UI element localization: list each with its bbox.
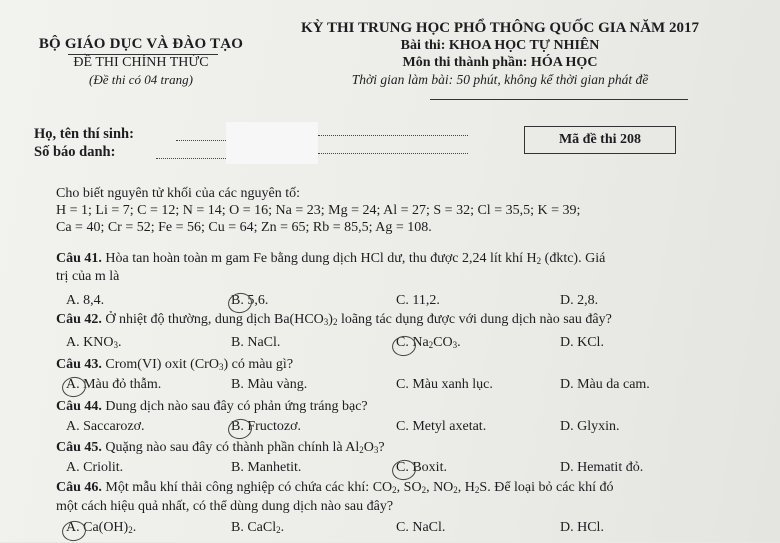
header-right bbox=[285, 20, 715, 89]
option-c: C. 11,2. bbox=[396, 293, 440, 308]
question-number: Câu 42. bbox=[56, 312, 102, 327]
option-b: B. Màu vàng. bbox=[231, 377, 308, 392]
subscript: 3 bbox=[218, 362, 224, 372]
option-a: A. Saccarozơ. bbox=[66, 419, 145, 434]
id-label: Số báo danh: bbox=[34, 144, 116, 160]
option-d: D. Hematit đỏ. bbox=[560, 460, 644, 475]
subscript: 2 bbox=[536, 256, 542, 266]
question-46: Câu 46. Một mẫu khí thải công nghiệp có chứa các khí: $CO_2$, $SO_2$, $NO_2$, $H_2S$. Để loại bỏ các khí đó bbox=[56, 480, 614, 495]
header-left-rule bbox=[68, 54, 218, 55]
question-text: ) có màu gì? bbox=[223, 357, 294, 372]
option-d: D. Màu da cam. bbox=[560, 377, 650, 392]
time-note: Thời gian làm bài: 50 phút, không kể thời gian phát đề bbox=[351, 72, 649, 87]
option-d: D. 2,8. bbox=[560, 293, 599, 308]
name-dots-left bbox=[176, 140, 228, 141]
question-text: (đktc). Giá bbox=[541, 251, 606, 266]
question-43 bbox=[56, 357, 293, 373]
name-label: Họ, tên thí sinh: bbox=[34, 126, 134, 142]
question-number: Câu 44. bbox=[56, 399, 102, 414]
header-left bbox=[36, 36, 246, 88]
atomic-intro: Cho biết nguyên tử khối của các nguyên tố: bbox=[56, 186, 300, 201]
option-c: C. $Na_2CO_3$. bbox=[396, 335, 461, 350]
question-text: Dung dịch nào sau đây có phản ứng tráng bạc? bbox=[105, 399, 368, 414]
option-a: A. $KNO_3$. bbox=[66, 335, 122, 350]
question-45 bbox=[56, 440, 385, 456]
question-number: Câu 41. bbox=[56, 251, 102, 266]
redacted-area bbox=[226, 122, 318, 164]
question-text: Quặng nào sau đây có thành phần chính là Al bbox=[105, 440, 360, 455]
option-b: B. CaCl$_2$. bbox=[231, 520, 285, 535]
option-b: B. Fructozơ. bbox=[231, 419, 302, 434]
exam-code-box: Mã đề thi 208 bbox=[524, 126, 676, 154]
atomic-line-1: H = 1; Li = 7; C = 12; N = 14; O = 16; Na = 23; Mg = 24; Al = 27; S = 32; Cl = 35,5; K = 39; bbox=[56, 203, 581, 218]
question-text: ? bbox=[378, 440, 385, 455]
option-b: B. NaCl. bbox=[231, 335, 281, 350]
question-text: loãng tác dụng được với dung dịch nào sau đây? bbox=[337, 312, 612, 327]
official-label: ĐỀ THI CHÍNH THỨC bbox=[73, 55, 209, 70]
option-c: C. Màu xanh lục. bbox=[396, 377, 493, 392]
question-41-cont: trị của m là bbox=[56, 269, 120, 284]
question-text: Một mẫu khí thải công nghiệp có chứa các khí: CO bbox=[105, 480, 393, 495]
id-dots-right bbox=[318, 153, 468, 154]
subscript: 2 bbox=[332, 317, 338, 327]
question-number: Câu 46. bbox=[56, 480, 102, 495]
option-d: D. HCl. bbox=[560, 520, 604, 535]
pages-note: (Đề thi có 04 trang) bbox=[89, 72, 193, 87]
id-dots-left bbox=[156, 158, 228, 159]
question-46-cont: một cách hiệu quả nhất, có thể dùng dung dịch nào sau đây? bbox=[56, 499, 394, 514]
question-41 bbox=[56, 251, 605, 267]
ministry-name: BỘ GIÁO DỤC VÀ ĐÀO TẠO bbox=[38, 36, 244, 52]
header-right-rule bbox=[430, 99, 688, 100]
question-number: Câu 43. bbox=[56, 357, 102, 372]
option-d: D. Glyxin. bbox=[560, 419, 620, 434]
subscript: 3 bbox=[373, 445, 379, 455]
question-text: Ở nhiệt độ thường, dung dịch Ba(HCO bbox=[105, 312, 324, 327]
subscript: 2 bbox=[359, 445, 364, 455]
question-number: Câu 45. bbox=[56, 440, 102, 455]
option-c: C. Metyl axetat. bbox=[396, 419, 487, 434]
exam-title: KỲ THI TRUNG HỌC PHỔ THÔNG QUỐC GIA NĂM 2017 bbox=[301, 20, 699, 36]
name-dots-right bbox=[318, 135, 468, 136]
atomic-line-2: Ca = 40; Cr = 52; Fe = 56; Cu = 64; Zn = 65; Rb = 85,5; Ag = 108. bbox=[56, 220, 432, 235]
exam-subject: Bài thi: KHOA HỌC TỰ NHIÊN bbox=[400, 38, 600, 53]
subscript: 3 bbox=[323, 317, 329, 327]
question-44 bbox=[56, 399, 368, 415]
question-text: O bbox=[363, 440, 374, 455]
exam-component: Môn thi thành phần: HÓA HỌC bbox=[402, 55, 598, 70]
option-a: A. Màu đỏ thẫm. bbox=[66, 377, 162, 392]
option-b: B. 5,6. bbox=[231, 293, 269, 308]
option-a: A. Criolit. bbox=[66, 460, 124, 475]
option-a: A. 8,4. bbox=[66, 293, 105, 308]
question-text: Hòa tan hoàn toàn m gam Fe bằng dung dịch HCl dư, thu được 2,24 lít khí H bbox=[105, 251, 537, 266]
question-42 bbox=[56, 312, 612, 328]
question-text: ) bbox=[328, 312, 333, 327]
option-a: A. $Ca(OH)_2$. bbox=[66, 520, 137, 535]
option-c: C. Boxit. bbox=[396, 460, 447, 475]
option-b: B. Manhetit. bbox=[231, 460, 302, 475]
question-text: Crom(VI) oxit (CrO bbox=[105, 357, 219, 372]
option-c: C. NaCl. bbox=[396, 520, 446, 535]
option-d: D. KCl. bbox=[560, 335, 604, 350]
